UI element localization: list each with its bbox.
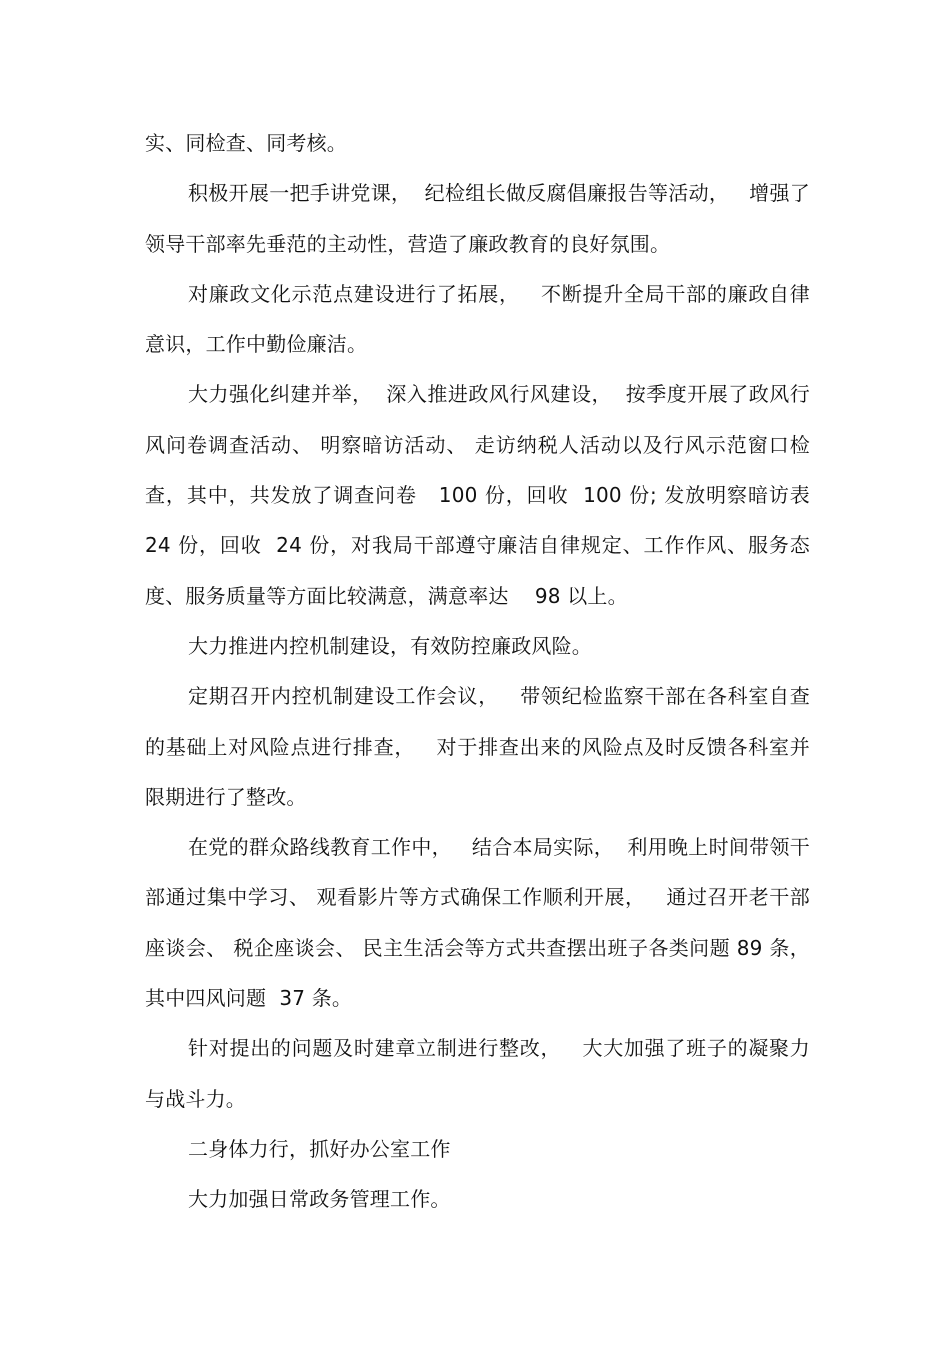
paragraph-9: 大力加强日常政务管理工作。: [188, 1187, 451, 1212]
paragraph-5: 大力推进内控机制建设，有效防控廉政风险。: [188, 633, 592, 658]
paragraph-1: 实、同检查、同考核。: [145, 131, 347, 155]
document-body: [145, 118, 824, 1225]
paragraph-6: 定期召开内控机制建设工作会议， 带领纪检监察干部在各科室自查的基础上对风险点进行排查， 对于排查出来的风险点及时反馈各科室并限期进行了整改。: [145, 684, 810, 809]
paragraph-4: 大力强化纠建并举， 深入推进政风行风建设， 按季度开展了政风行风问卷调查活动、 明察暗访活动、 走访纳税人活动以及行风示范窗口检查，其中，共发放了调查问卷 100 份，回收 100 份; 发放明察暗访表 24 份，回收 24 份，对我局干部遵守廉洁自律规定、工作作风、服务态度、服务质量等方面比较满意，满意率达 98 以上。: [145, 382, 824, 608]
section-heading: 二身体力行，抓好办公室工作: [188, 1136, 451, 1161]
paragraph-7: 在党的群众路线教育工作中， 结合本局实际， 利用晚上时间带领干部通过集中学习、 观看影片等方式确保工作顺利开展， 通过召开老干部座谈会、 税企座谈会、 民主生活会等方式共查摆出班子各类问题 89 条，其中四风问题 37 条。: [145, 835, 810, 1011]
paragraph-3: 对廉政文化示范点建设进行了拓展， 不断提升全局干部的廉政自律意识，工作中勤俭廉洁。: [145, 281, 810, 357]
paragraph-2: 积极开展一把手讲党课， 纪检组长做反腐倡廉报告等活动， 增强了领导干部率先垂范的主动性，营造了廉政教育的良好氛围。: [145, 181, 810, 256]
paragraph-8: 针对提出的问题及时建章立制进行整改， 大大加强了班子的凝聚力与战斗力。: [145, 1036, 810, 1111]
